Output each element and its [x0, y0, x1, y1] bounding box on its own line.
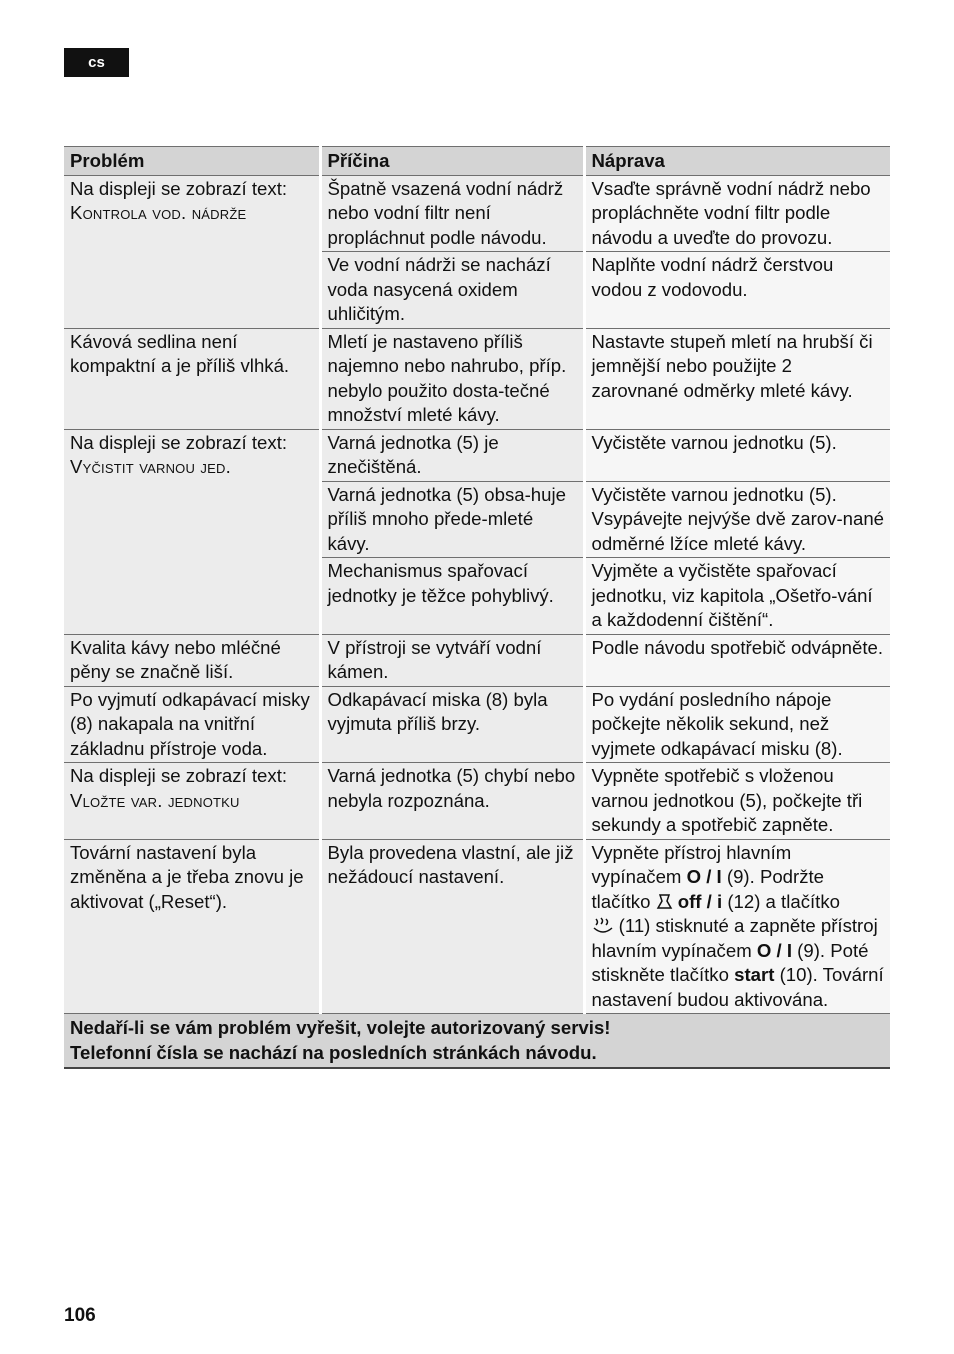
- problem-text: Na displeji se zobrazí text:: [70, 431, 288, 453]
- fix-cell: Nastavte stupeň mletí na hrubší či jemnější nebo použijte 2 zarovnané odměrky mleté kávy.: [584, 328, 890, 429]
- fix-text: (12) a tlačítko: [722, 890, 840, 912]
- cause-cell: V přístroji se vytváří vodní kámen.: [320, 634, 584, 686]
- main-switch-label: O / I: [756, 939, 792, 961]
- fix-cell: Vyjměte a vyčistěte spařovací jednotku, viz kapitola „Ošetřo-vání a každodenní čištění“.: [584, 558, 890, 635]
- table-row: [64, 763, 890, 840]
- fix-cell: Vypněte spotřebič s vloženou varnou jednotkou (5), počkejte tři sekundy a spotřebič zapněte.: [584, 763, 890, 840]
- fix-text: (11) stisknuté a zapněte přístroj hlavním vypínačem: [591, 915, 878, 961]
- header-fix: Náprava: [584, 147, 890, 176]
- table-header-row: [64, 147, 890, 176]
- service-notice-line2: Telefonní čísla se nachází na posledních stránkách návodu.: [70, 1041, 597, 1063]
- problem-text: Na displeji se zobrazí text:: [70, 765, 288, 786]
- header-cause: Příčina: [320, 147, 584, 176]
- problem-cell: [64, 175, 320, 328]
- problem-cell: Tovární nastavení byla změněna a je třeba znovu je aktivovat („Reset“).: [64, 839, 320, 1014]
- cause-cell: Byla provedena vlastní, ale již nežádoucí nastavení.: [320, 839, 584, 1014]
- fix-text: (9). Poté stiskněte tlačítko: [591, 939, 869, 985]
- service-notice: [64, 1014, 890, 1069]
- cause-cell: Špatně vsazená vodní nádrž nebo vodní filtr není propláchnut podle návodu.: [320, 175, 584, 252]
- display-message: Vložte var. jednotku: [70, 789, 240, 811]
- cause-cell: Mletí je nastaveno příliš najemno nebo nahrubo, příp. nebylo použito dosta-tečné množství mleté kávy.: [320, 328, 584, 429]
- language-badge: cs: [64, 48, 129, 77]
- fix-text: Vypněte přístroj hlavním vypínačem: [591, 841, 792, 887]
- table-row: [64, 328, 890, 429]
- table-row: [64, 634, 890, 686]
- fix-cell: Podle návodu spotřebič odvápněte.: [584, 634, 890, 686]
- fix-cell: Naplňte vodní nádrž čerstvou vodou z vodovodu.: [584, 252, 890, 329]
- service-notice-line1: Nedaří-li se vám problém vyřešit, volejte autorizovaný servis!: [70, 1017, 611, 1038]
- fix-cell: Vyčistěte varnou jednotku (5).: [584, 429, 890, 481]
- cause-cell: Mechanismus spařovací jednotky je těžce pohyblivý.: [320, 558, 584, 635]
- problem-cell: [64, 763, 320, 840]
- table-row: [64, 429, 890, 481]
- problem-cell: Kvalita kávy nebo mléčné pěny se značně liší.: [64, 634, 320, 686]
- service-notice-row: [64, 1014, 890, 1069]
- problem-cell: [64, 429, 320, 634]
- off-info-button-label: off / i: [677, 890, 723, 912]
- fix-cell: Po vydání posledního nápoje počkejte několik sekund, než vyjmete odkapávací misku (8).: [584, 686, 890, 763]
- steam-icon: [592, 917, 614, 935]
- fix-cell: Vyčistěte varnou jednotku (5). Vsypávejte nejvýše dvě zarov-nané odměrné lžíce mleté kávy.: [584, 481, 890, 558]
- problem-cell: Po vyjmutí odkapávací misky (8) nakapala na vnitřní základnu přístroje voda.: [64, 686, 320, 763]
- troubleshooting-table: [64, 146, 890, 1069]
- problem-text: Na displeji se zobrazí text:: [70, 177, 288, 199]
- cause-cell: Varná jednotka (5) obsa-huje příliš mnoho přede-mleté kávy.: [320, 481, 584, 558]
- problem-cell: Kávová sedlina není kompaktní a je příliš vlhká.: [64, 328, 320, 429]
- cause-cell: Varná jednotka (5) chybí nebo nebyla rozpoznána.: [320, 763, 584, 840]
- page-number: 106: [64, 1305, 96, 1326]
- cause-cell: Odkapávací miska (8) byla vyjmuta příliš brzy.: [320, 686, 584, 763]
- fix-cell: [584, 839, 890, 1014]
- cause-cell: Ve vodní nádrži se nachází voda nasycená oxidem uhličitým.: [320, 252, 584, 329]
- display-message: Vyčistit varnou jed.: [70, 456, 231, 477]
- table-row: [64, 175, 890, 252]
- cause-cell: Varná jednotka (5) je znečištěná.: [320, 429, 584, 481]
- fix-cell: Vsaďte správně vodní nádrž nebo propláchněte vodní filtr podle návodu a uveďte do provozu.: [584, 175, 890, 252]
- fix-text: (10). Tovární nastavení budou aktivována.: [591, 964, 884, 1010]
- main-switch-label: O / I: [686, 866, 722, 887]
- table-row: [64, 839, 890, 1014]
- table-row: [64, 686, 890, 763]
- start-button-label: start: [734, 964, 775, 985]
- display-message: Kontrola vod. nádrže: [70, 202, 247, 223]
- fix-text: (9). Podržte tlačítko: [591, 866, 825, 912]
- header-problem: Problém: [64, 147, 320, 176]
- cleaning-icon: [656, 893, 673, 910]
